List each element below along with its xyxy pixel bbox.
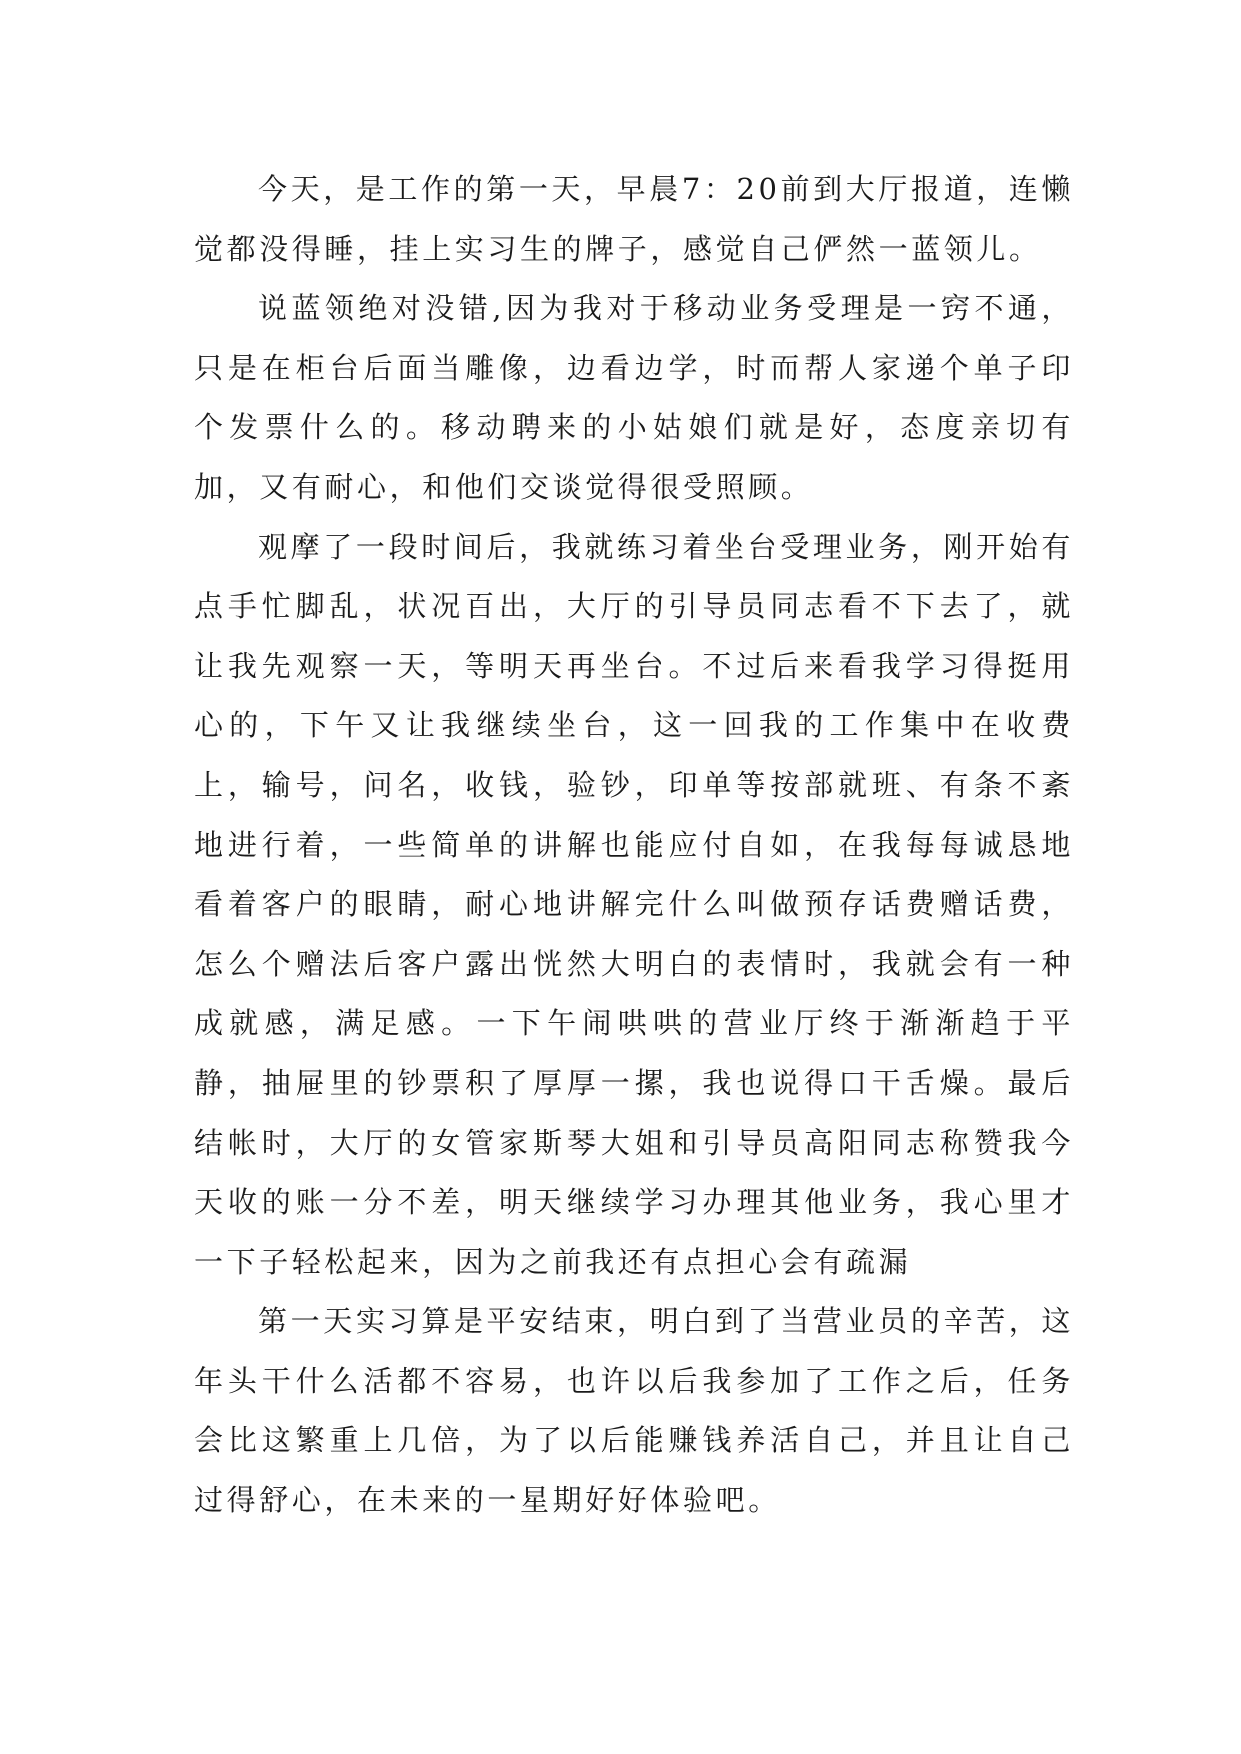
paragraph: 说蓝领绝对没错,因为我对于移动业务受理是一窍不通，只是在柜台后面当雕像，边看边学，时而帮人家递个单子印个发票什么的。移动聘来的小姑娘们就是好，态度亲切有加，又有耐心，和他们交谈觉得很受照顾。 <box>194 291 1074 504</box>
paragraph: 今天，是工作的第一天，早晨7：20前到大厅报道，连懒觉都没得睡，挂上实习生的牌子，感觉自己俨然一蓝领儿。 <box>194 172 1074 266</box>
paragraph: 观摩了一段时间后，我就练习着坐台受理业务，刚开始有点手忙脚乱，状况百出，大厅的引导员同志看不下去了，就让我先观察一天，等明天再坐台。不过后来看我学习得挺用心的，下午又让我继续坐台，这一回我的工作集中在收费上，输号，问名，收钱，验钞，印单等按部就班、有条不紊地进行着，一些简单的讲解也能应付自如，在我每每诚恳地看着客户的眼睛，耐心地讲解完什么叫做预存话费赠话费，怎么个赠法后客户露出恍然大明白的表情时，我就会有一种成就感，满足感。一下午闹哄哄的营业厅终于渐渐趋于平静，抽屉里的钞票积了厚厚一摞，我也说得口干舌燥。最后结帐时，大厅的女管家斯琴大姐和引导员高阳同志称赞我今天收的账一分不差，明天继续学习办理其他业务，我心里才一下子轻松起来，因为之前我还有点担心会有疏漏 <box>194 529 1074 1279</box>
document-body <box>194 160 1074 1531</box>
paragraph: 第一天实习算是平安结束，明白到了当营业员的辛苦，这年头干什么活都不容易，也许以后我参加了工作之后，任务会比这繁重上几倍，为了以后能赚钱养活自己，并且让自己过得舒心，在未来的一星期好好体验吧。 <box>194 1304 1074 1518</box>
